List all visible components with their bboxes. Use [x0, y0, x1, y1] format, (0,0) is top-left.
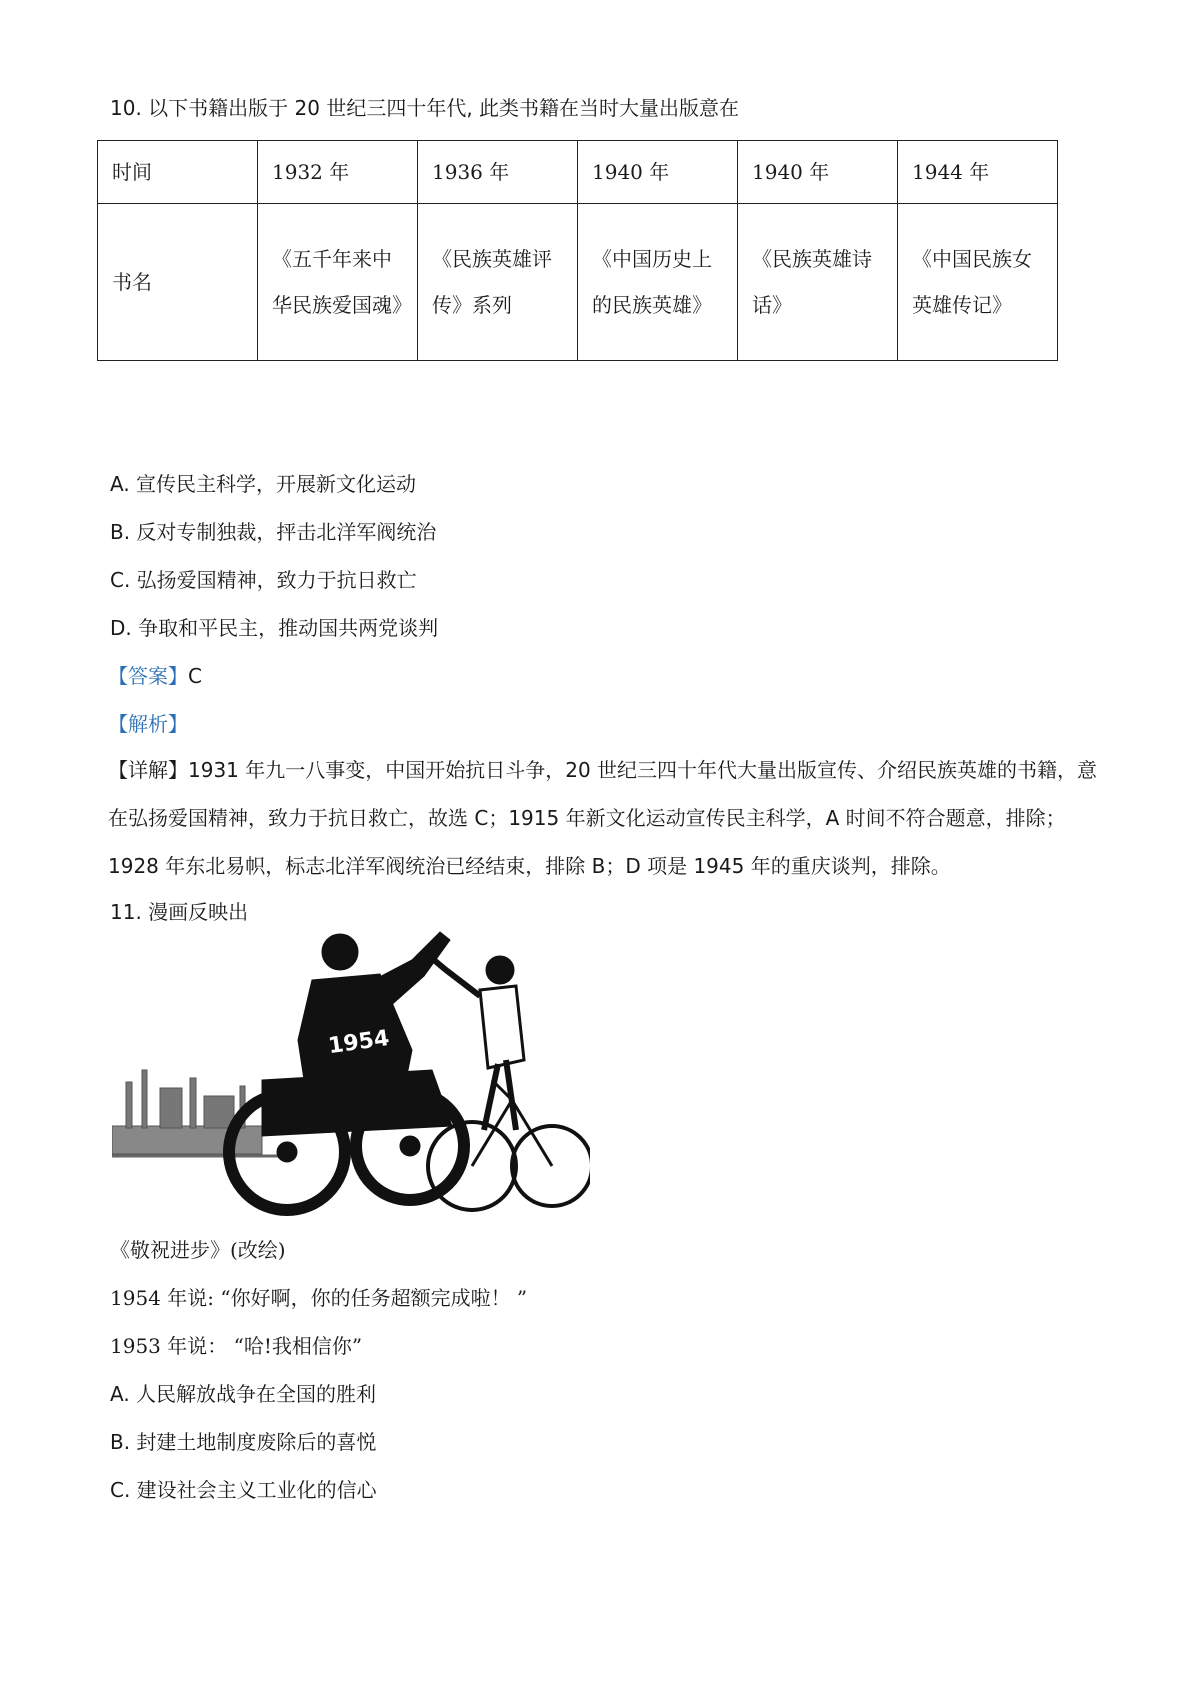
answer-tag: 【答案】 [108, 664, 188, 688]
q10-option-d: D. 争取和平民主，推动国共两党谈判 [110, 616, 439, 640]
bicycle-rider [422, 950, 590, 1210]
books-table [97, 140, 1058, 361]
title-cell: 《五千年来中华民族爱国魂》 [258, 204, 418, 361]
q11-option-c: C. 建设社会主义工业化的信心 [110, 1478, 377, 1502]
year-cell: 1944 年 [898, 141, 1058, 204]
factory-background [112, 1070, 282, 1156]
q10-option-a: A. 宣传民主科学，开展新文化运动 [110, 472, 417, 496]
answer-line [108, 662, 202, 690]
title-cell: 《中国民族女英雄传记》 [898, 204, 1058, 361]
quote-1953: 1953 年说： “哈!我相信你” [110, 1334, 363, 1358]
row-label-title: 书名 [98, 204, 258, 361]
table-row-title [98, 204, 1058, 361]
title-cell: 《中国历史上的民族英雄》 [578, 204, 738, 361]
q11-stem: 11. 漫画反映出 [110, 900, 249, 924]
row-label-time: 时间 [98, 141, 258, 204]
detail-text: 1931 年九一八事变，中国开始抗日斗争，20 世纪三四十年代大量出版宣传、介绍民族英雄的书籍，意在弘扬爱国精神，致力于抗日救亡，故选 C；1915 年新文化运动宣传民主科学，A 时间不符合题意，排除；1928 年东北易帜，标志北洋军阀统治已经结束，排除 B；D 项是 1945 年的重庆谈判，排除。 [108, 758, 1098, 878]
analysis-tag: 【解析】 [108, 712, 188, 736]
cartoon-label-1954: 1954 [326, 1025, 391, 1060]
quote-1954: 1954 年说: “你好啊，你的任务超额完成啦！ ” [110, 1286, 528, 1310]
table-row-time [98, 141, 1058, 204]
cartoon-caption: 《敬祝进步》(改绘) [110, 1238, 286, 1262]
title-cell: 《民族英雄诗话》 [738, 204, 898, 361]
q11-option-a: A. 人民解放战争在全国的胜利 [110, 1382, 377, 1406]
detail-tag: 【详解】 [108, 758, 188, 782]
year-cell: 1936 年 [418, 141, 578, 204]
q10-stem: 10. 以下书籍出版于 20 世纪三四十年代, 此类书籍在当时大量出版意在 [110, 96, 740, 120]
title-cell: 《民族英雄评传》系列 [418, 204, 578, 361]
year-cell: 1932 年 [258, 141, 418, 204]
year-cell: 1940 年 [578, 141, 738, 204]
answer-value: C [188, 664, 202, 688]
detail-paragraph [108, 746, 1098, 890]
year-cell: 1940 年 [738, 141, 898, 204]
q10-option-b: B. 反对专制独裁，抨击北洋军阀统治 [110, 520, 437, 544]
q11-option-b: B. 封建土地制度废除后的喜悦 [110, 1430, 377, 1454]
q10-option-c: C. 弘扬爱国精神，致力于抗日救亡 [110, 568, 417, 592]
cartoon-image [112, 930, 590, 1222]
